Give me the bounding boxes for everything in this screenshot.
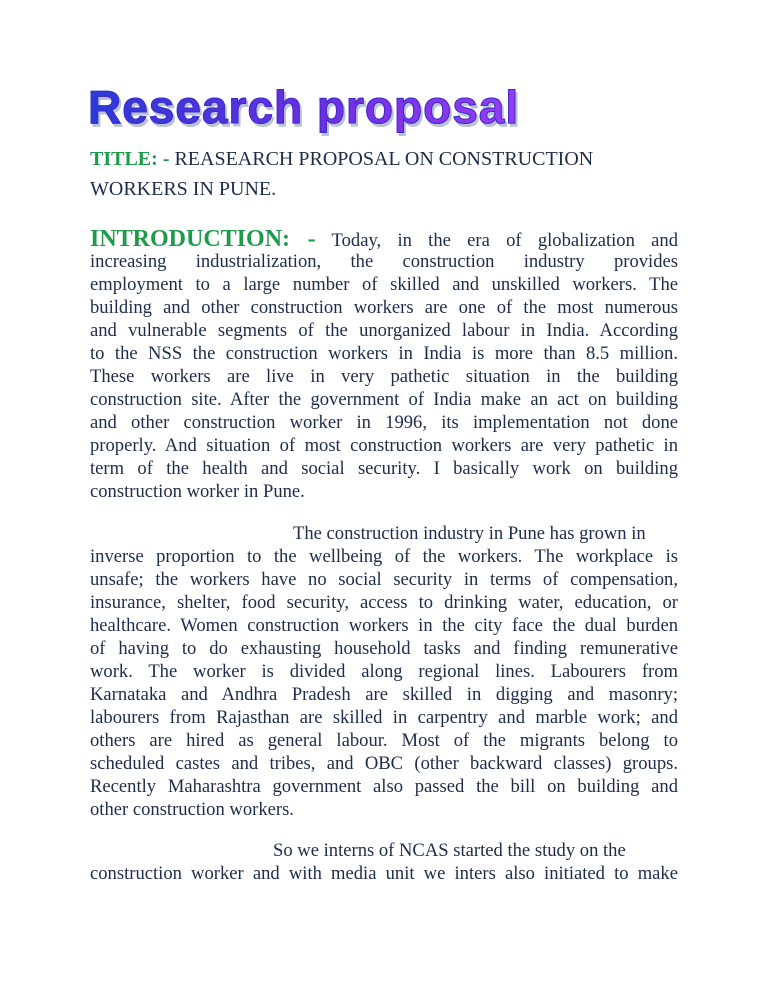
text-line: of having to do exhausting household tasks and finding remunerative (90, 638, 678, 659)
para3-first-line: So we interns of NCAS started the study on the (273, 840, 626, 861)
text-line: construction worker in Pune. (90, 481, 305, 502)
text-line: employment to a large number of skilled and unskilled workers. The (90, 274, 678, 295)
text-line: These workers are live in very pathetic situation in the building (90, 366, 678, 387)
text-line: construction site. After the government of India make an act on building (90, 389, 678, 410)
heading-wordart: Research proposal (88, 81, 520, 133)
text-line: and vulnerable segments of the unorganized labour in India. According (90, 320, 678, 341)
text-line: properly. And situation of most construction workers are very pathetic in (90, 435, 678, 456)
text-line: and other construction worker in 1996, its implementation not done (90, 412, 678, 433)
text-line: insurance, shelter, food security, access to drinking water, education, or (90, 592, 678, 613)
text-line: construction worker and with media unit we inters also initiated to make (90, 863, 678, 884)
text-line: Recently Maharashtra government also passed the bill on building and (90, 776, 678, 797)
text-line: increasing industrialization, the construction industry provides (90, 251, 678, 272)
text-line: other construction workers. (90, 799, 294, 820)
text-line: scheduled castes and tribes, and OBC (other backward classes) groups. (90, 753, 678, 774)
text-line: unsafe; the workers have no social security in terms of compensation, (90, 569, 678, 590)
text-line: labourers from Rajasthan are skilled in carpentry and marble work; and (90, 707, 678, 728)
para2-first-line: The construction industry in Pune has grown in (293, 523, 646, 544)
text-line: work. The worker is divided along regional lines. Labourers from (90, 661, 678, 682)
text-line: term of the health and social security. I basically work on building (90, 458, 678, 479)
title-line-2: WORKERS IN PUNE. (90, 178, 277, 200)
text-line: building and other construction workers are one of the most numerous (90, 297, 678, 318)
text-line: to the NSS the construction workers in India is more than 8.5 million. (90, 343, 678, 364)
intro-label: INTRODUCTION: - (90, 226, 316, 252)
text-line: Karnataka and Andhra Pradesh are skilled in digging and masonry; (90, 684, 678, 705)
intro-first-text: Today, in the era of globalization and (331, 230, 678, 251)
title-label: TITLE: - (90, 148, 170, 170)
text-line: healthcare. Women construction workers in the city face the dual burden (90, 615, 678, 636)
text-line: inverse proportion to the wellbeing of the workers. The workplace is (90, 546, 678, 567)
text-line: others are hired as general labour. Most of the migrants belong to (90, 730, 678, 751)
title-line (90, 148, 678, 171)
title-text: REASEARCH PROPOSAL ON CONSTRUCTION (174, 148, 594, 170)
